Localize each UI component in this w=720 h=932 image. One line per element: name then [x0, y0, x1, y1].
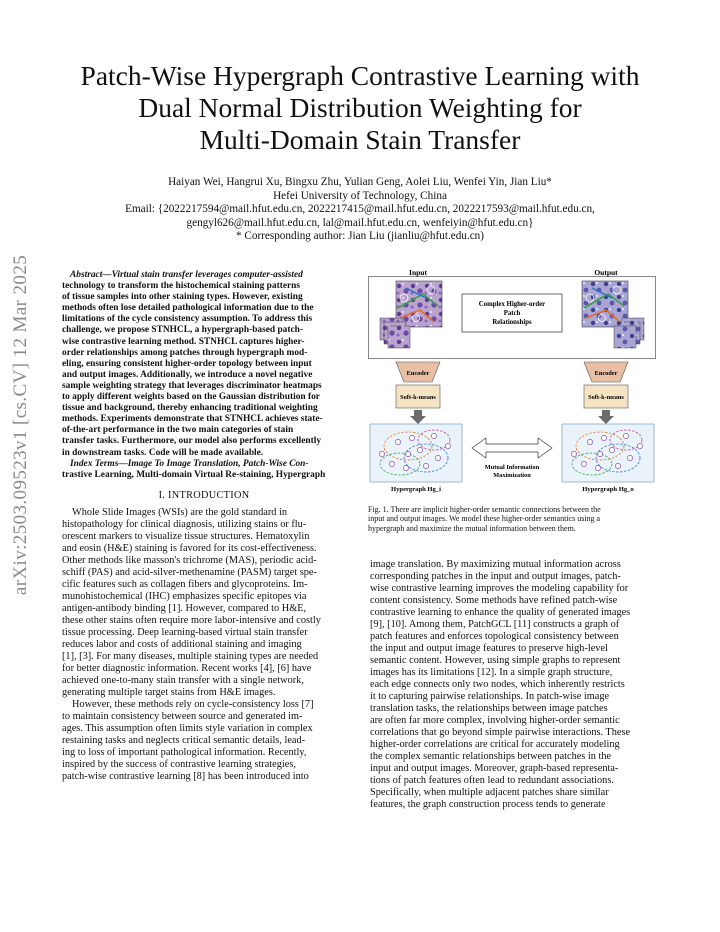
text-line: However, these methods rely on cycle-consistency loss [7]: [72, 698, 314, 710]
intro-paragraph-2: [62, 699, 346, 783]
abstract-line: wise contrastive learning method. STNHCL captures higher-: [62, 336, 305, 347]
author-block: [40, 176, 680, 244]
figure-1: [368, 268, 656, 494]
center-box-line: Patch: [503, 310, 521, 317]
abstract-line: sample weighting strategy that leverages discriminator heatmaps: [62, 380, 322, 391]
output-tissue-image: [582, 281, 628, 327]
text-line: content consistency. Some methods have refined patch-wise: [370, 595, 618, 606]
text-line: are often far more complex, involving higher-order semantic: [370, 715, 620, 726]
text-line: the input and output image features to preserve high-level: [370, 643, 608, 654]
text-line: tissue processing. Deep learning-based virtual stain transfer: [62, 626, 308, 638]
input-tissue-image: [396, 281, 442, 327]
email-line: gengyl626@mail.hfut.edu.cn, lal@mail.hfut.edu.cn, wenfeiyin@hfut.edu.cn}: [186, 216, 534, 229]
hypergraph-right: [562, 424, 654, 482]
text-line: images has its limitations [12]. In a simple graph structure,: [370, 667, 613, 678]
author-list: Haiyan Wei, Hangrui Xu, Bingxu Zhu, Yulian Geng, Aolei Liu, Wenfei Yin, Jian Liu*: [168, 176, 552, 188]
text-line: Specifically, when multiple adjacent patches share similar: [370, 787, 609, 798]
text-line: antigen-antibody binding [1]. However, compared to H&E,: [62, 602, 307, 614]
text-line: histopathology for clinical diagnosis, utilizing stains or flu-: [62, 518, 307, 530]
abstract-line: Abstract—Virtual stain transfer leverages computer-assisted: [70, 270, 303, 280]
encoder-right-label: Encoder: [594, 370, 618, 377]
left-column: [62, 270, 346, 783]
index-terms-line: trastive Learning, Multi-domain Virtual Re-staining, Hypergraph: [62, 469, 326, 480]
text-line: [1], [3]. For many diseases, multiple staining types are needed: [62, 650, 319, 662]
text-line: wise contrastive learning improves the modeling capability for: [370, 583, 629, 594]
text-line: generating multiple target stains from H&E images.: [62, 686, 276, 698]
abstract: [62, 270, 346, 481]
output-label: Output: [594, 268, 618, 277]
paper-title: [40, 60, 680, 156]
text-line: corresponding patches in the input and output images, patch-: [370, 571, 621, 582]
text-line: to maintain consistency between source and generated im-: [62, 710, 303, 722]
mi-label-line: Maximization: [493, 472, 531, 479]
abstract-line: technology to transform the histochemical staining patterns: [62, 281, 301, 292]
text-line: Other methods like masson's trichrome (MAS), periodic acid-: [62, 554, 317, 566]
text-line: orescent markers to visualize tissue structures. Hematoxylin: [62, 530, 310, 542]
text-line: image translation. By maximizing mutual information across: [370, 559, 621, 570]
text-line: input and output images. Moreover, graph-based representa-: [370, 763, 619, 774]
text-line: Whole Slide Images (WSIs) are the gold standard in: [72, 506, 288, 518]
abstract-line: of tissue samples into other staining types. However, existing: [62, 292, 303, 303]
caption-line: input and output images. We model these higher-order semantics using a: [368, 514, 601, 524]
title-line: Dual Normal Distribution Weighting for: [138, 92, 582, 123]
input-label: Input: [409, 268, 427, 277]
softk-right-label: Soft-k-means: [588, 394, 624, 401]
text-line: contrastive learning to enhance the quality of generated images: [370, 607, 631, 618]
abstract-line: of-the-art performance in the two main categories of stain: [62, 425, 294, 436]
corresponding-author: * Corresponding author: Jian Liu (jianliu@hfut.edu.cn): [236, 230, 484, 243]
text-line: patch-wise contrastive learning [8] has been introduced into: [62, 770, 309, 782]
text-line: correlations that go beyond simple pairwise interactions. These: [370, 727, 631, 738]
encoder-left-label: Encoder: [406, 370, 430, 377]
abstract-line: limitations of the cycle consistency assumption. To address this: [62, 314, 313, 325]
mi-label-line: Mutual Information: [484, 464, 540, 471]
intro-paragraph-1: [62, 507, 346, 699]
hypergraph-left-label: Hypergraph Hg_i: [390, 486, 442, 493]
abstract-line: transfer tasks. Furthermore, our model also performs excellently: [62, 436, 322, 447]
text-line: and eosin (H&E) staining is favored for its cost-effectiveness.: [62, 542, 317, 554]
title-line: Multi-Domain Stain Transfer: [199, 124, 521, 155]
down-arrows: [410, 410, 614, 424]
hypergraph-left: [370, 424, 462, 482]
abstract-line: challenge, we propose STNHCL, a hypergraph-based patch-: [62, 325, 303, 336]
abstract-line: order relationships among patches through hypergraph mod-: [62, 347, 308, 358]
text-line: schiff (PAS) and acid-silver-methenamine (PASM) target spe-: [62, 566, 317, 578]
softk-left-label: Soft-k-means: [400, 394, 436, 401]
text-line: higher-order correlations are critical for accurately modeling: [370, 739, 620, 750]
arxiv-stamp: [6, 245, 36, 605]
abstract-line: tissue and background, thereby enhancing traditional weighting: [62, 403, 318, 414]
caption-line: hypergraph and maximize the mutual information between them.: [368, 523, 576, 533]
text-line: ing to loss of important pathological information. Recently,: [62, 746, 307, 758]
text-line: patch features and enforces topological consistency between: [370, 631, 619, 642]
text-line: inspired by the success of contrastive learning strategies,: [62, 758, 296, 770]
text-line: features, the graph construction process tends to generate: [370, 799, 606, 810]
text-line: these other stains often require more labor-intensive and costly: [62, 614, 321, 626]
text-line: ages. This assumption often limits style variation in complex: [62, 722, 313, 734]
section-heading: I. INTRODUCTION: [158, 489, 250, 501]
email-line: Email: {2022217594@mail.hfut.edu.cn, 2022217415@mail.hfut.edu.cn, 2022217593@mail.hfut.edu.cn,: [125, 203, 595, 216]
abstract-line: eling, ensuring consistent higher-order topology between input: [62, 358, 312, 369]
text-line: semantic content. However, using simple graphs to represent: [370, 655, 621, 666]
caption-line: Fig. 1. There are implicit higher-order semantic connections between the: [368, 505, 601, 514]
abstract-line: to apply different weights based on the Gaussian distribution for: [62, 392, 320, 403]
input-patch-stack: [380, 318, 410, 348]
text-line: translation tasks, the relationships between image patches: [370, 703, 608, 714]
mutual-information-arrow: [472, 438, 552, 458]
center-box-line: Relationships: [492, 319, 532, 326]
arxiv-id: arXiv:2503.09523v1 [cs.CV] 12 Mar 2025: [10, 254, 31, 596]
output-patch-stack: [614, 318, 644, 348]
abstract-line: in downstream tasks. Code will be made available.: [62, 447, 264, 458]
text-line: for better diagnostic information. Recent works [4], [6] have: [62, 662, 312, 674]
text-line: reduces labor and costs of additional staining and imaging: [62, 638, 302, 650]
title-line: Patch-Wise Hypergraph Contrastive Learning with: [80, 60, 640, 91]
abstract-line: and output images. Additionally, we introduce a novel negative: [62, 369, 313, 380]
text-line: restaining tasks and neglects critical semantic details, lead-: [62, 734, 306, 746]
figure-caption: [368, 505, 656, 533]
text-line: achieved one-to-many stain transfer with a single network,: [62, 674, 304, 686]
right-column-text: [370, 559, 656, 811]
abstract-line: methods often lose detailed pathological information due to the: [62, 303, 314, 314]
text-line: [9], [10]. Among them, PatchGCL [11] constructs a graph of: [370, 619, 620, 630]
text-line: munohistochemical (IHC) emphasizes specific epitopes via: [62, 590, 307, 602]
text-line: the complex semantic relationships between patches in the: [370, 751, 612, 762]
text-line: cific features such as collagen fibers and glycoproteins. Im-: [62, 578, 308, 590]
affiliation: Hefei University of Technology, China: [273, 189, 447, 202]
text-line: each edge connects only two nodes, which inherently restricts: [370, 679, 625, 690]
index-terms-line: Index Terms—Image To Image Translation, Patch-Wise Con-: [70, 458, 309, 469]
text-line: it to capturing pairwise relationships. In patch-wise image: [370, 691, 610, 702]
center-box-line: Complex Higher-order: [478, 301, 546, 308]
text-line: tions of patch features often lead to redundant associations.: [370, 775, 614, 786]
hypergraph-right-label: Hypergraph Hg_o: [582, 486, 634, 493]
abstract-line: methods. Experiments demonstrate that STNHCL achieves state-: [62, 414, 323, 425]
